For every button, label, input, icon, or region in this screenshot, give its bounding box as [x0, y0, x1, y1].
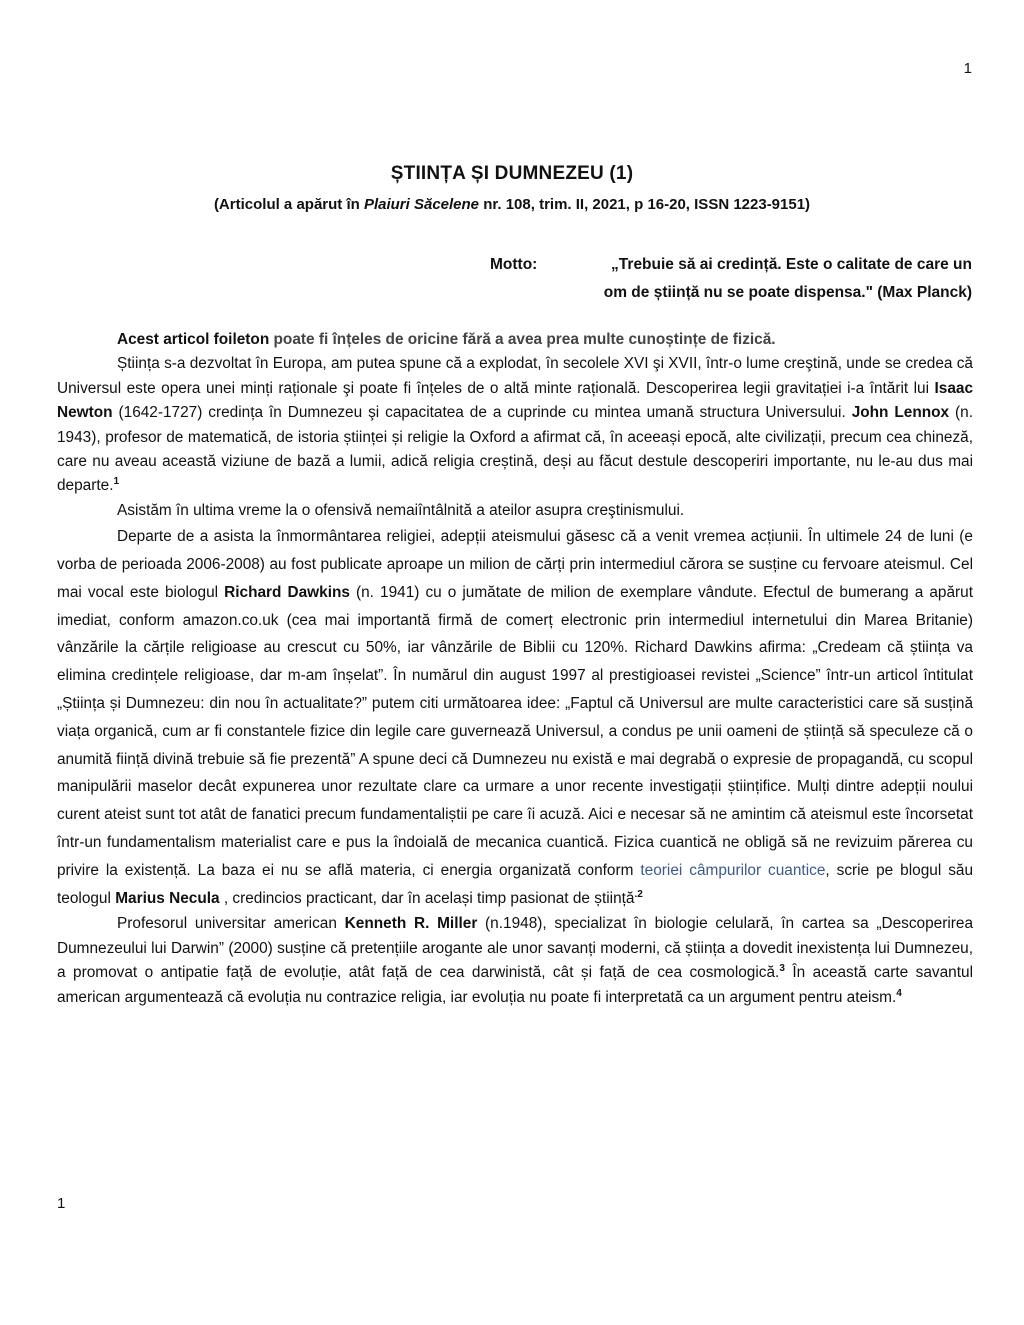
subtitle-journal: Plaiuri Săcelene — [363, 196, 480, 213]
motto-block — [490, 251, 972, 307]
footnote-ref-2[interactable]: .2 — [634, 888, 643, 900]
subtitle-before: (Articolul a apărut în — [213, 196, 364, 213]
paragraph-intro — [57, 328, 973, 352]
intro-bold: Acest articol foileton — [117, 331, 270, 348]
name-isaac-newton: Isaac Newton — [57, 379, 973, 422]
footnote-ref-1[interactable]: 1 — [113, 476, 120, 488]
name-richard-dawkins: Richard Dawkins — [224, 583, 350, 601]
p5-text-a: Profesorul universitar american — [117, 915, 345, 933]
name-marius-necula: Marius Necula — [115, 889, 220, 907]
subtitle-after: nr. 108, trim. II, 2021, p 16-20, ISSN 1223-9151) — [479, 196, 811, 213]
name-john-lennox: John Lennox — [851, 404, 950, 422]
footnote-ref-3[interactable]: 3 — [779, 963, 785, 975]
motto-label: Motto: — [490, 256, 538, 273]
page-number-bottom: 1 — [57, 1195, 66, 1212]
paragraph-kenneth-miller — [57, 912, 973, 1010]
quantum-field-theory-link[interactable]: teoriei câmpurilor cuantice — [640, 861, 826, 879]
motto-line-2: om de știință nu se poate dispensa." (Max Planck) — [603, 284, 972, 301]
article-title: ȘTIINȚA ȘI DUMNEZEU (1) — [390, 163, 634, 184]
p5-text-c: În această carte savantul american argumentează că evoluția nu contrazice religia, iar evoluția nu poate fi interpretată ca un argument pentru ateism. — [57, 964, 973, 1006]
motto-line-1: „Trebuie să ai credință. Este o calitate de care un — [611, 256, 972, 273]
p5-text-b: (n.1948), specializat în biologie celulară, în cartea sa „Descoperirea Dumnezeului lui Darwin” (2000) susține că pretențiile arogante ale unor savanți moderni, că știința a dovedit inexistența lui Dumnezeu, a promovat o antipatie față de evoluție, atât față de cea darwinistă, cât și față de cea cosmologică. — [57, 915, 974, 982]
intro-rest: poate fi înțeles de oricine fără a avea prea multe cunoștințe de fizică. — [269, 331, 776, 348]
p2-text-c: (n. 1943), profesor de matematică, de istoria științei și religie la Oxford a afirmat că, în aceeași epocă, alte civilizații, precum cea chineză, care nu aveau această viziune de bază a lumii, adică religia creștină, deși au făcut destule descoperiri importante, nu le-au dus mai departe. — [57, 404, 973, 495]
p4-text-d: , credincios practicant, dar în același timp pasionat de știință — [219, 889, 635, 907]
article-body — [57, 328, 973, 1010]
p4-text-b: (n. 1941) cu o jumătate de milion de exemplare vândute. Efectul de bumerang a apărut imediat, conform amazon.co.uk (cea mai importantă firmă de comerț electronic prin intermediul internetului din Marea Britanie) vânzările la cărțile religioase au crescut cu 50%, iar vânzările de Biblii cu 120%. Richard Dawkins afirma: „Credeam că știința va elimina credințele religioase, dar m-am înșelat”. În numărul din august 1997 al prestigioasei revistei „Science” într-un articol întitulat „Știința și Dumnezeu: din nou în actualitate?” putem citi următoarea idee: „Faptul că Universul are multe caracteristici care să susțină viața organică, cum ar fi constantele fizice din legile care guvernează Universul, a condus pe unii oameni de știință să speculeze că o anumită ființă divină trebuie să fie prezentă” A spune deci că Dumnezeu nu există e mai degrabă o expresie de propagandă, cu scopul manipulării maselor decât expunerea unor rezultate clare ca urmare a unor recente investigații științifice. Mulți dintre adepții noului curent ateist sunt tot atât de fanatici precum fundamentaliștii pe care îi acuză. Aici e necesar să ne amintim că ateismul este încorsetat într-un fundamentalism materialist care e pus la îndoială de mecanica cuantică. Fizica cuantică ne obligă să ne revizuim părerea cu privire la existență. La baza ei nu se află materia, ci energia organizată conform — [57, 583, 973, 879]
p4-text-c: , scrie pe blogul său teologul — [57, 861, 974, 907]
paragraph-atheist-offensive: Asistăm în ultima vreme la o ofensivă nemaiîntâlnită a ateilor asupra creştinismului. — [117, 501, 685, 519]
name-kenneth-miller: Kenneth R. Miller — [344, 915, 478, 933]
paragraph-science-europe — [57, 352, 973, 498]
article-subtitle — [0, 196, 1024, 213]
footnote-ref-4[interactable]: 4 — [896, 987, 902, 999]
p4-text-a: Departe de a asista la înmormântarea religiei, adepții ateismului găsesc că a venit vremea acțiunii. În ultimele 24 de luni (e vorba de perioada 2006-2008) au fost publicate aproape un milion de cărți prin intermediul cărora se susține cu fervoare ateismul. Cel mai vocal este biologul — [57, 528, 973, 601]
page-number-top: 1 — [963, 60, 972, 77]
paragraph-atheism — [57, 523, 973, 912]
p2-text-b: (1642-1727) credința în Dumnezeu şi capacitatea de a cuprinde cu mintea umană structura Universului. — [112, 404, 852, 422]
p2-text-a: Știința s-a dezvoltat în Europa, am putea spune că a explodat, în secolele XVI şi XVII, într-o lume creştină, unde se credea că Universul este opera unei minți raționale şi poate fi înțeles de o altă minte rațională. Descoperirea legii gravitației i-a întărit lui — [57, 355, 973, 397]
